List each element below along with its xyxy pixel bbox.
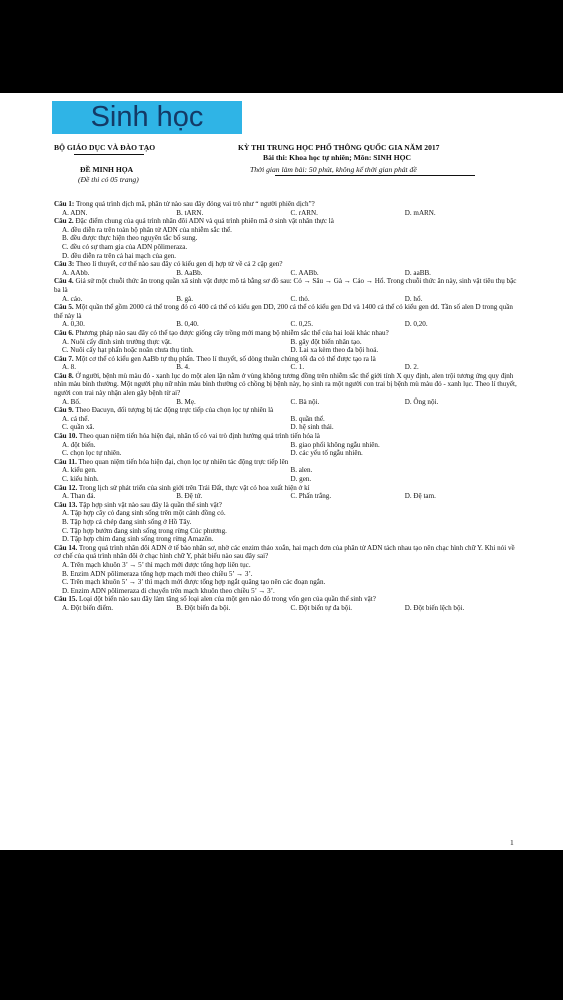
question-stem xyxy=(54,303,519,320)
answer-option: D. hổ. xyxy=(404,294,423,303)
ministry-name: BỘ GIÁO DỤC VÀ ĐÀO TẠO xyxy=(54,143,156,152)
question-4 xyxy=(54,277,519,303)
options-row xyxy=(54,561,519,570)
options-row xyxy=(54,535,519,544)
question-15 xyxy=(54,595,519,612)
options-row xyxy=(54,604,519,613)
answer-option: A. Than đá. xyxy=(62,492,96,501)
answer-option: B. 0,40. xyxy=(176,320,199,329)
subject-banner xyxy=(52,101,242,134)
answer-option: D. đều diễn ra trên cả hai mạch của gen. xyxy=(62,251,177,260)
answer-option: B. Mẹ. xyxy=(176,397,196,406)
question-list xyxy=(54,200,519,613)
question-stem xyxy=(54,544,519,561)
question-text: Theo lí thuyết, cơ thể nào sau đây có kiểu gen dị hợp tử về cả 2 cặp gen? xyxy=(75,260,283,269)
options-row xyxy=(54,252,519,261)
question-13 xyxy=(54,501,519,544)
answer-option: D. Ông nội. xyxy=(404,397,439,406)
answer-option: B. Tập hợp cá chép đang sinh sống ở Hồ Tây. xyxy=(62,517,192,526)
question-stem xyxy=(54,501,519,510)
answer-option: C. Tập hợp bướm đang sinh sống trong rừng Cúc phương. xyxy=(62,526,227,535)
answer-option: B. Đệ tứ. xyxy=(176,492,203,501)
question-6 xyxy=(54,329,519,355)
question-14 xyxy=(54,544,519,596)
answer-option: A. kiểu gen. xyxy=(62,466,97,475)
question-10 xyxy=(54,432,519,458)
page-number: 1 xyxy=(510,838,514,847)
answer-option: B. đều được thực hiện theo nguyên tắc bổ sung. xyxy=(62,234,198,243)
question-stem xyxy=(54,458,519,467)
question-stem xyxy=(54,260,519,269)
question-number: Câu 9. xyxy=(54,406,74,415)
question-number: Câu 10. xyxy=(54,432,78,441)
answer-option: C. chọn lọc tự nhiên. xyxy=(62,449,122,458)
question-number: Câu 15. xyxy=(54,595,78,604)
sample-label: ĐỀ MINH HỌA xyxy=(80,165,134,174)
answer-option: C. Nuôi cấy hạt phấn hoặc noãn chưa thụ tinh. xyxy=(62,346,194,355)
answer-option: D. hệ sinh thái. xyxy=(290,423,334,432)
answer-option: A. Bố. xyxy=(62,397,81,406)
ministry-underline xyxy=(74,154,144,155)
question-stem xyxy=(54,406,519,415)
question-number: Câu 13. xyxy=(54,500,78,509)
answer-option: A. Trên mạch khuôn 3’ → 5’ thì mạch mới được tổng hợp liên tục. xyxy=(62,560,251,569)
question-9 xyxy=(54,406,519,432)
question-stem xyxy=(54,217,519,226)
answer-option: C. quần xã. xyxy=(62,423,95,432)
time-underline xyxy=(275,175,475,176)
question-text: Ở người, bệnh mù màu đỏ - xanh lục do một alen lặn nằm ở vùng không tương đồng trên nhiễm sắc thể giới tính X quy định, alen trội tương ứng quy định nhìn màu bình thường. Một người phụ nữ nhìn màu bình thường có chồng bị bệnh này, họ sinh ra một người con trai bị bệnh mù màu đỏ - xanh lục. Theo lí thuyết, người con trai này nhận alen gây bệnh từ ai? xyxy=(54,371,517,398)
answer-option: A. AAbb. xyxy=(62,268,90,277)
exam-page xyxy=(0,93,563,850)
answer-option: D. Lai xa kèm theo đa bội hoá. xyxy=(290,346,379,355)
question-stem xyxy=(54,200,519,209)
question-5 xyxy=(54,303,519,329)
question-text: Một quần thể gồm 2000 cá thể trong đó có 400 cá thể có kiểu gen DD, 200 cá thể có kiểu gen Dd và 1400 cá thể có kiểu gen dd. Tần số alen D trong quần thể này là xyxy=(54,303,513,320)
banner-title: Sinh học xyxy=(90,101,204,133)
question-text: Tập hợp sinh vật nào sau đây là quần thể sinh vật? xyxy=(78,500,222,509)
answer-option: C. đều có sự tham gia của ADN pôlimeraza. xyxy=(62,242,188,251)
pages-note: (Đề thi có 05 trang) xyxy=(78,175,139,184)
answer-option: B. alen. xyxy=(290,466,313,475)
question-number: Câu 12. xyxy=(54,483,78,492)
answer-option: C. Đột biến tự đa bội. xyxy=(290,603,353,612)
answer-option: D. Tập hợp chim đang sinh sống trong rừng Amazôn. xyxy=(62,535,214,544)
answer-option: B. AaBb. xyxy=(176,268,203,277)
question-text: Theo quan niệm tiến hóa hiện đại, nhân tố có vai trò định hướng quá trình tiến hóa là xyxy=(78,432,320,441)
answer-option: C. kiểu hình. xyxy=(62,475,99,483)
exam-title: KỲ THI TRUNG HỌC PHỔ THÔNG QUỐC GIA NĂM 2017 xyxy=(238,143,440,152)
question-number: Câu 3: xyxy=(54,260,75,269)
options-row xyxy=(54,466,519,475)
question-text: Loại đột biến nào sau đây làm tăng số loại alen của một gen nào đó trong vốn gen của quần thể sinh vật? xyxy=(79,595,376,604)
answer-option: C. Bà nội. xyxy=(290,397,320,406)
question-8 xyxy=(54,372,519,406)
answer-option: A. 8. xyxy=(62,363,76,372)
answer-option: D. các yếu tố ngẫu nhiên. xyxy=(290,449,363,458)
options-row xyxy=(54,509,519,518)
options-row xyxy=(54,449,519,458)
question-number: Câu 11. xyxy=(54,457,77,466)
question-number: Câu 6. xyxy=(54,328,74,337)
options-row xyxy=(54,570,519,579)
answer-option: D. 0,20. xyxy=(404,320,428,329)
answer-option: B. tARN. xyxy=(176,208,204,217)
answer-option: C. 0,25. xyxy=(290,320,313,329)
question-stem xyxy=(54,277,519,294)
question-number: Câu 7. xyxy=(54,354,74,363)
answer-option: A. đột biến. xyxy=(62,440,96,449)
question-3 xyxy=(54,260,519,277)
answer-option: D. aaBB. xyxy=(404,268,431,277)
question-2 xyxy=(54,217,519,260)
answer-option: D. Đột biến lệch bội. xyxy=(404,603,465,612)
question-text: Theo Đacuyn, đối tượng bị tác động trực tiếp của chọn lọc tự nhiên là xyxy=(75,406,274,415)
answer-option: A. ADN. xyxy=(62,208,88,217)
question-number: Câu 14. xyxy=(54,543,78,552)
answer-option: D. 2. xyxy=(404,363,419,372)
answer-option: A. Tập hợp cây cỏ đang sinh sống trên một cánh đồng cỏ. xyxy=(62,509,226,518)
options-row xyxy=(54,320,519,329)
answer-option: C. thỏ. xyxy=(290,294,310,303)
answer-option: C. rARN. xyxy=(290,208,318,217)
options-row xyxy=(54,234,519,243)
question-text: Phương pháp nào sau đây có thể tạo được giống cây trồng mới mang bộ nhiễm sắc thể của hai loài khác nhau? xyxy=(75,328,389,337)
answer-option: B. gà. xyxy=(176,294,193,303)
question-stem xyxy=(54,595,519,604)
options-row xyxy=(54,295,519,304)
options-row xyxy=(54,475,519,484)
answer-option: D. gen. xyxy=(290,475,312,483)
options-row xyxy=(54,209,519,218)
options-row xyxy=(54,423,519,432)
question-stem xyxy=(54,484,519,493)
options-row xyxy=(54,243,519,252)
answer-option: D. mARN. xyxy=(404,208,436,217)
answer-option: B. 4. xyxy=(176,363,190,372)
question-stem xyxy=(54,355,519,364)
options-row xyxy=(54,415,519,424)
answer-option: C. Trên mạch khuôn 5’ → 3’ thì mạch mới được tổng hợp ngắt quãng tạo nên các đoạn ngắn. xyxy=(62,578,326,587)
subject-line: Bài thi: Khoa học tự nhiên; Môn: SINH HỌC xyxy=(263,153,412,162)
answer-option: B. Enzim ADN pôlimeraza tổng hợp mạch mới theo chiều 5’ → 3’. xyxy=(62,569,253,578)
options-row xyxy=(54,527,519,536)
question-number: Câu 8. xyxy=(54,371,74,380)
question-1 xyxy=(54,200,519,217)
question-number: Câu 2. xyxy=(54,217,74,226)
answer-option: A. Đột biến điểm. xyxy=(62,603,114,612)
answer-option: A. Nuôi cấy đỉnh sinh trưởng thực vật. xyxy=(62,337,172,346)
options-row xyxy=(54,587,519,596)
time-line: Thời gian làm bài: 50 phút, không kể thời gian phát đề xyxy=(250,165,417,174)
answer-option: A. cá thể. xyxy=(62,414,90,423)
question-text: Một cơ thể có kiểu gen AaBb tự thụ phấn. Theo lí thuyết, số dòng thuần chủng tối đa có thể được tạo ra là xyxy=(75,354,376,363)
question-12 xyxy=(54,484,519,501)
question-7 xyxy=(54,355,519,372)
answer-option: A. đều diễn ra trên toàn bộ phân tử ADN của nhiễm sắc thể. xyxy=(62,225,232,234)
options-row xyxy=(54,269,519,278)
question-text: Trong lịch sử phát triển của sinh giới trên Trái Đất, thực vật có hoa xuất hiện ở kỉ xyxy=(78,483,310,492)
options-row xyxy=(54,441,519,450)
answer-option: B. Đột biến đa bội. xyxy=(176,603,231,612)
question-11 xyxy=(54,458,519,484)
answer-option: B. quần thể. xyxy=(290,414,325,423)
question-text: Theo quan niệm tiến hóa hiện đại, chọn lọc tự nhiên tác động trực tiếp lên xyxy=(78,457,289,466)
question-text: Giả sử một chuỗi thức ăn trong quần xã sinh vật được mô tả bằng sơ đồ sau: Cỏ → Sâu → Gà → Cáo → Hổ. Trong chuỗi thức ăn này, sinh vật tiêu thụ bậc ba là xyxy=(54,277,517,294)
options-row xyxy=(54,492,519,501)
question-number: Câu 1: xyxy=(54,200,75,208)
options-row xyxy=(54,518,519,527)
question-number: Câu 5. xyxy=(54,303,74,312)
answer-option: C. 1. xyxy=(290,363,305,372)
answer-option: A. cáo. xyxy=(62,294,83,303)
question-text: Trong quá trình nhân đôi ADN ở tế bào nhân sơ, nhờ các enzim tháo xoắn, hai mạch đơn của phân tử ADN tách nhau tạo nên chạc hình chữ Y. Khi nói về cơ chế của quá trình nhân đôi ở chạc hình chữ Y, phát biểu nào sau đây sai? xyxy=(54,543,515,561)
answer-option: D. Đệ tam. xyxy=(404,492,436,501)
question-text: Trong quá trình dịch mã, phân tử nào sau đây đóng vai trò như “ người phiên dịch”? xyxy=(75,200,315,208)
options-row xyxy=(54,363,519,372)
answer-option: D. Enzim ADN pôlimeraza di chuyển trên mạch khuôn theo chiều 5’ → 3’. xyxy=(62,586,275,595)
question-text: Đặc điểm chung của quá trình nhân đôi ADN và quá trình phiên mã ở sinh vật nhân thực là xyxy=(75,217,334,226)
options-row xyxy=(54,398,519,407)
answer-option: A. 0,30. xyxy=(62,320,85,329)
answer-option: C. AABb. xyxy=(290,268,319,277)
question-stem xyxy=(54,329,519,338)
options-row xyxy=(54,578,519,587)
options-row xyxy=(54,226,519,235)
options-row xyxy=(54,346,519,355)
question-number: Câu 4. xyxy=(54,277,74,286)
answer-option: B. giao phối không ngẫu nhiên. xyxy=(290,440,380,449)
answer-option: B. gây đột biến nhân tạo. xyxy=(290,337,362,346)
question-stem xyxy=(54,372,519,398)
question-stem xyxy=(54,432,519,441)
answer-option: C. Phấn trắng. xyxy=(290,492,332,501)
options-row xyxy=(54,338,519,347)
